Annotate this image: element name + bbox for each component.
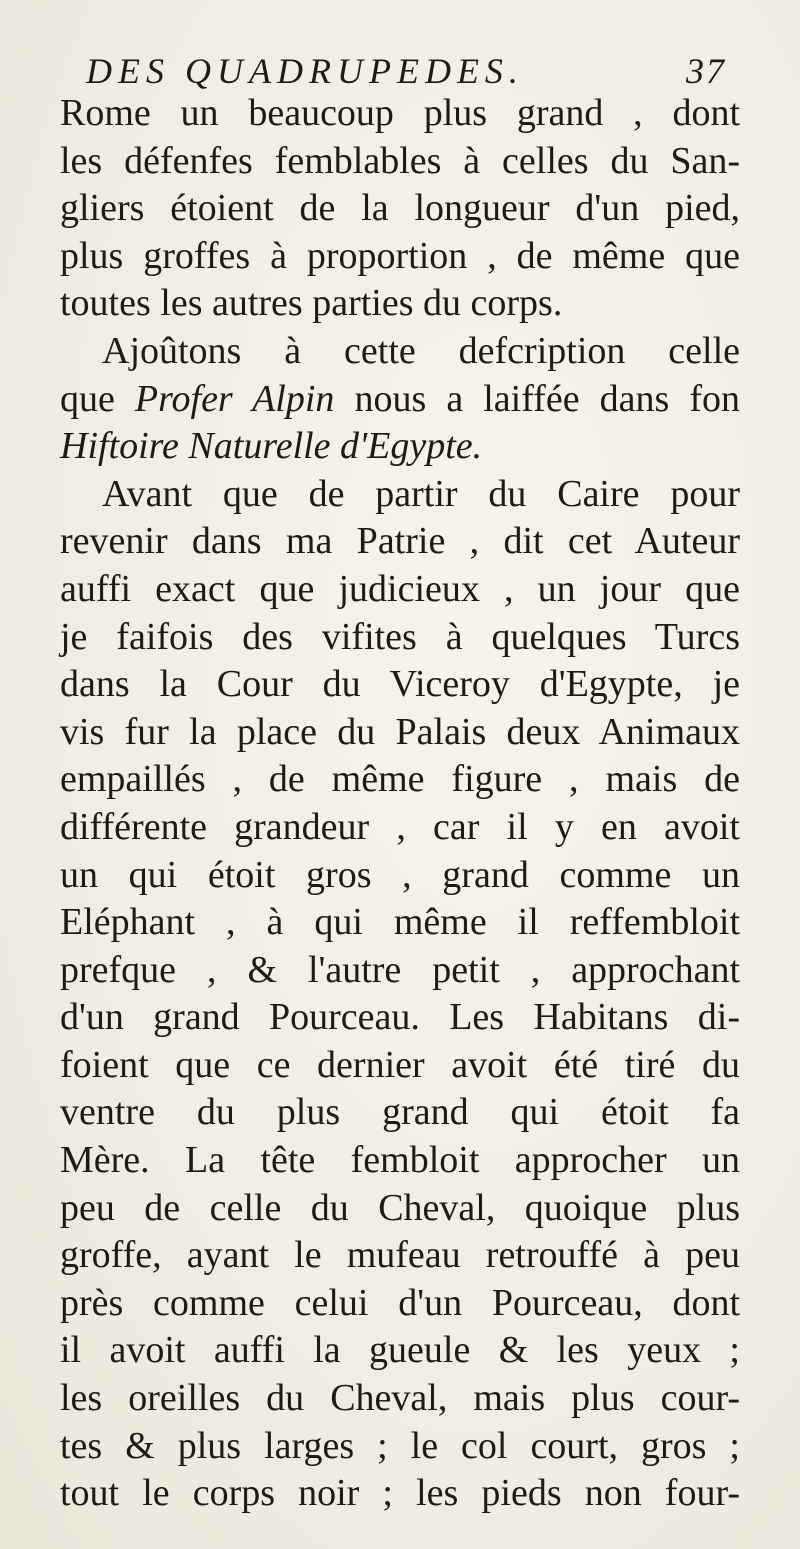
text-line [60, 328, 740, 376]
text-line-content: revenir dans ma Patrie , dit cet Auteur [60, 520, 740, 563]
text-line-content: les oreilles du Cheval, mais plus cour- [60, 1377, 740, 1420]
text-line [60, 1423, 740, 1471]
text-line [60, 518, 740, 566]
text-line [60, 947, 740, 995]
text-line-content: prefque , & l'autre petit , approchant [60, 948, 740, 991]
italic-reference: Hiftoire Naturelle d'Egypte. [60, 425, 483, 468]
text-line [60, 1327, 740, 1375]
text-line [60, 90, 740, 138]
text-line-content: d'un grand Pourceau. Les Habitans di- [60, 996, 740, 1039]
text-line-suffix: nous a laiffée dans fon [334, 377, 740, 420]
text-line [60, 376, 740, 424]
text-line [60, 1470, 740, 1518]
text-line-content: un qui étoit gros , grand comme un [60, 853, 740, 896]
text-line-content: plus groffes à proportion , de même que [60, 234, 740, 277]
text-line-content: Ajoûtons à cette defcription celle [102, 329, 740, 372]
text-line-content: vis fur la place du Palais deux Animaux [60, 710, 740, 753]
text-line [60, 1185, 740, 1233]
running-head [86, 46, 726, 96]
text-line-content: dans la Cour du Viceroy d'Egypte, je [60, 663, 740, 706]
text-line [60, 1137, 740, 1185]
text-line [60, 280, 740, 328]
text-line-content: Rome un beaucoup plus grand , dont [60, 92, 740, 134]
text-line-content: ventre du plus grand qui étoit fa [60, 1091, 740, 1134]
text-line [60, 756, 740, 804]
text-line [60, 138, 740, 186]
text-line-content: groffe, ayant le mufeau retrouffé à peu [60, 1234, 740, 1277]
text-line-content: tes & plus larges ; le col court, gros ; [60, 1424, 740, 1467]
text-line [60, 1042, 740, 1090]
text-line-content: Avant que de partir du Caire pour [102, 472, 740, 515]
text-line-content: peu de celle du Cheval, quoique plus [60, 1186, 740, 1229]
text-line-content: je faifois des vifites à quelques Turcs [60, 615, 740, 658]
text-line [60, 899, 740, 947]
italic-reference: Profer Alpin [134, 377, 335, 420]
text-line-content: toutes les autres parties du corps. [60, 282, 563, 325]
text-line-content: tout le corps noir ; les pieds non four- [60, 1472, 740, 1515]
text-line [60, 566, 740, 614]
text-line [60, 423, 740, 471]
text-line-content: foient que ce dernier avoit été tiré du [60, 1043, 740, 1086]
text-line-content: Eléphant , à qui même il reffembloit [60, 901, 740, 944]
running-title: DES QUADRUPEDES. [86, 51, 524, 91]
text-line-content: près comme celui d'un Pourceau, dont [60, 1281, 740, 1324]
text-line [60, 1375, 740, 1423]
body-text [60, 90, 740, 1518]
text-line [60, 185, 740, 233]
text-line [60, 804, 740, 852]
text-line [60, 994, 740, 1042]
text-line [60, 471, 740, 519]
text-line [60, 709, 740, 757]
text-line-content: Mère. La tête fembloit approcher un [60, 1139, 740, 1182]
text-line-content: il avoit auffi la gueule & les yeux ; [60, 1329, 740, 1372]
text-line-content: différente grandeur , car il y en avoit [60, 805, 740, 848]
text-line-prefix: que [60, 377, 135, 420]
text-line [60, 614, 740, 662]
text-line [60, 1280, 740, 1328]
text-line [60, 852, 740, 900]
text-line [60, 1232, 740, 1280]
text-line [60, 1089, 740, 1137]
text-line [60, 233, 740, 281]
text-line-content: gliers étoient de la longueur d'un pied, [60, 187, 740, 230]
text-line [60, 661, 740, 709]
page-number: 37 [686, 51, 726, 91]
text-line-content: auffi exact que judicieux , un jour que [60, 567, 740, 610]
text-line-content: empaillés , de même figure , mais de [60, 758, 740, 801]
text-line-content: les défenfes femblables à celles du San- [60, 139, 740, 182]
